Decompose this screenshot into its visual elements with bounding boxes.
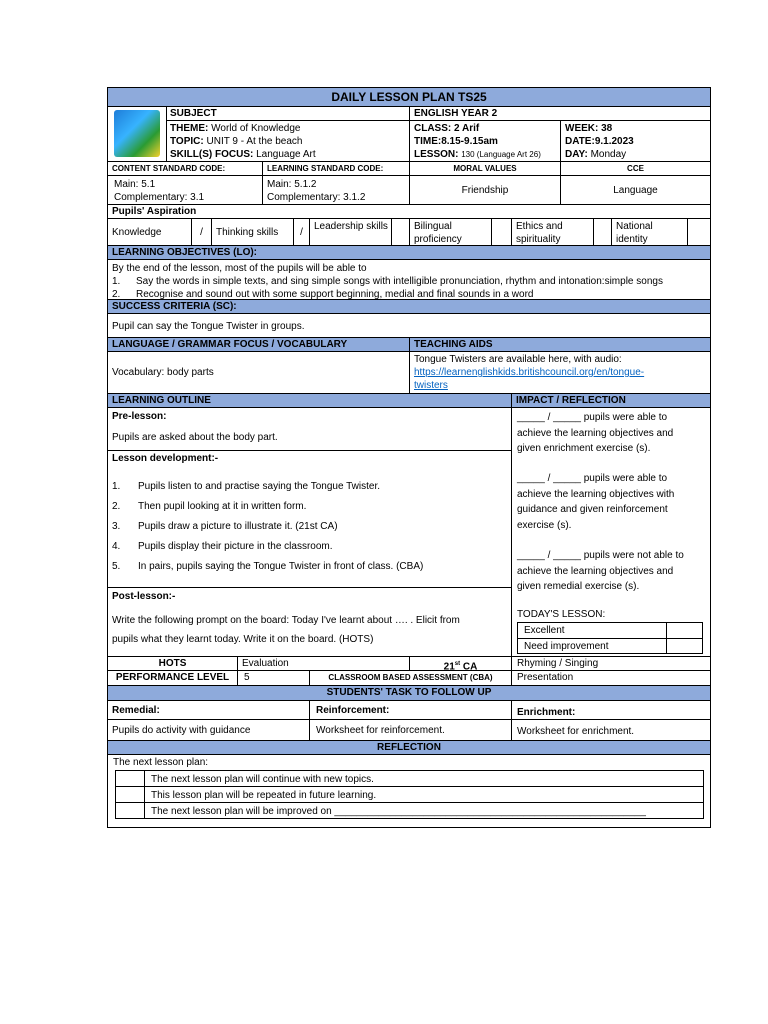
- today-label: TODAY'S LESSON:: [517, 609, 606, 620]
- impact-line: given remedial exercise (s).: [517, 581, 640, 592]
- impact-line: achieve the learning objectives and: [517, 565, 674, 577]
- time-label: TIME:: [414, 136, 442, 147]
- next-label: The next lesson plan:: [113, 757, 209, 768]
- dev-item-num: 2.: [112, 501, 121, 512]
- impact-block-2: [517, 471, 674, 533]
- sc-value: Pupil can say the Tongue Twister in groups.: [108, 314, 710, 338]
- lo-label: LEARNING OBJECTIVES (LO):: [108, 246, 710, 260]
- lesson-value: 130 (Language Art 26): [461, 150, 541, 159]
- lo-item: [112, 275, 710, 288]
- time-value: 8.15-9.15am: [441, 136, 498, 147]
- hots-value: Evaluation: [238, 656, 410, 671]
- aids-cell: [410, 352, 710, 394]
- enrichment-value: Worksheet for enrichment.: [512, 720, 710, 741]
- ca21-suffix: CA: [460, 661, 478, 673]
- date-label: DATE:: [565, 136, 595, 147]
- lesson-plan-table: [107, 87, 711, 828]
- outline-label: LEARNING OUTLINE: [108, 394, 512, 408]
- impact-block-3: [517, 548, 684, 595]
- next-option-continue: The next lesson plan will continue with new topics.: [145, 771, 703, 787]
- dev-item-text: Pupils draw a picture to illustrate it. (21st CA): [138, 521, 338, 532]
- cba-label: CLASSROOM BASED ASSESSMENT (CBA): [310, 671, 512, 686]
- lo-intro: By the end of the lesson, most of the pupils will be able to: [112, 263, 367, 274]
- dev-item: [112, 520, 338, 533]
- lo-item-num: 2.: [112, 289, 121, 300]
- aspiration-leadership-mark: [392, 219, 410, 246]
- impact-line: achieve the learning objectives and: [517, 427, 674, 439]
- aids-link-cont[interactable]: twisters: [414, 380, 448, 391]
- dev-item-text: Pupils display their picture in the classroom.: [138, 541, 333, 552]
- dev-item: [112, 540, 333, 553]
- impact-line: given enrichment exercise (s).: [517, 443, 651, 454]
- impact-label: IMPACT / REFLECTION: [512, 394, 710, 408]
- csc-main: Main: 5.1: [114, 179, 156, 190]
- today-checkbox-excellent[interactable]: [667, 623, 702, 639]
- day-value: Monday: [590, 149, 627, 160]
- lang-label: LANGUAGE / GRAMMAR FOCUS / VOCABULARY: [108, 338, 410, 352]
- lsc-label: LEARNING STANDARD CODE:: [263, 162, 410, 176]
- aspiration-national-mark: [688, 219, 710, 246]
- lsc-main: Main: 5.1.2: [267, 179, 317, 190]
- skills-value: Language Art: [256, 149, 316, 160]
- post-text-cont: pupils what they learnt today. Write it on the board. (HOTS): [112, 634, 374, 645]
- aspiration-bilingual: Bilingual proficiency: [410, 219, 492, 246]
- moral-value: Friendship: [410, 176, 561, 205]
- today-checkbox-improve[interactable]: [667, 639, 702, 653]
- next-checkbox-repeat[interactable]: [116, 787, 145, 803]
- ca21-num: 21: [443, 661, 455, 673]
- class-value: 2 Arif: [454, 123, 480, 134]
- impact-block-1: [517, 410, 673, 457]
- theme-topic-cell: [167, 121, 410, 162]
- date-value: 9.1.2023: [594, 136, 634, 147]
- aspiration-knowledge-mark: /: [192, 219, 212, 246]
- pre-label: Pre-lesson:: [112, 411, 167, 422]
- cba-value: Presentation: [512, 671, 710, 686]
- dev-label: Lesson development:-: [112, 453, 219, 464]
- dev-item-num: 4.: [112, 541, 121, 552]
- aspiration-bilingual-mark: [492, 219, 512, 246]
- enrichment-label: Enrichment:: [512, 701, 710, 720]
- aids-label: TEACHING AIDS: [410, 338, 710, 352]
- cce-value: Language: [561, 176, 710, 205]
- week-label: WEEK:: [565, 123, 599, 134]
- impact-line: exercise (s).: [517, 519, 572, 531]
- aspiration-national: National identity: [612, 219, 688, 246]
- remedial-label: Remedial:: [108, 701, 310, 720]
- vocab-value: Vocabulary: body parts: [108, 352, 410, 394]
- aspiration-thinking: Thinking skills: [212, 219, 294, 246]
- aids-text: Tongue Twisters are available here, with audio:: [414, 354, 622, 365]
- ca21-value: Rhyming / Singing: [512, 656, 710, 671]
- aspiration-label: Pupils' Aspiration: [108, 205, 710, 219]
- aids-link[interactable]: https://learnenglishkids.britishcouncil.org/en/tongue-: [414, 367, 645, 378]
- today-options: [517, 622, 703, 654]
- divider: [108, 450, 511, 451]
- week-date-cell: [561, 121, 710, 162]
- post-label: Post-lesson:-: [112, 591, 176, 602]
- next-option-repeat: This lesson plan will be repeated in future learning.: [145, 787, 703, 803]
- moral-label: MORAL VALUES: [410, 162, 561, 176]
- theme-label: THEME:: [170, 123, 209, 134]
- class-label: CLASS:: [414, 123, 452, 134]
- csc-cell: [108, 176, 263, 205]
- impact-line: achieve the learning objectives with: [517, 488, 675, 500]
- reinforcement-label: Reinforcement:: [310, 701, 512, 720]
- theme-value: World of Knowledge: [211, 123, 301, 134]
- impact-cell: [512, 408, 710, 656]
- lesson-label: LESSON:: [414, 149, 459, 160]
- dev-item: [112, 500, 306, 513]
- subject-label: SUBJECT: [167, 107, 410, 121]
- day-label: DAY:: [565, 149, 588, 160]
- topic-label: TOPIC:: [170, 136, 204, 147]
- lo-item-text: Recognise and sound out with some support beginning, medial and final sounds in a word: [136, 289, 534, 300]
- next-checkbox-improve[interactable]: [116, 803, 145, 818]
- skills-label: SKILL(S) FOCUS:: [170, 149, 254, 160]
- dev-item-text: Then pupil looking at it in written form.: [138, 501, 307, 512]
- dev-item-num: 5.: [112, 561, 121, 572]
- lsc-cell: [263, 176, 410, 205]
- csc-label: CONTENT STANDARD CODE:: [108, 162, 263, 176]
- next-options: [115, 770, 704, 819]
- aspiration-knowledge: Knowledge: [108, 219, 192, 246]
- perf-value: 5: [238, 671, 310, 686]
- remedial-value: Pupils do activity with guidance: [108, 720, 310, 741]
- task-label: STUDENTS' TASK TO FOLLOW UP: [108, 686, 710, 701]
- dev-item-text: Pupils listen to and practise saying the Tongue Twister.: [138, 481, 380, 492]
- lo-cell: [108, 260, 710, 300]
- today-option-improve: Need improvement: [518, 639, 667, 653]
- dev-item-text: In pairs, pupils saying the Tongue Twister in front of class. (CBA): [138, 561, 424, 572]
- super-minds-logo: [114, 110, 160, 157]
- sc-label: SUCCESS CRITERIA (SC):: [108, 300, 710, 314]
- lo-item-num: 1.: [112, 276, 121, 287]
- next-option-improve: The next lesson plan will be improved on ________________________________________________________: [151, 806, 646, 817]
- today-option-excellent: Excellent: [518, 623, 667, 639]
- subject-value: ENGLISH YEAR 2: [410, 107, 710, 121]
- lsc-comp: Complementary: 3.1.2: [267, 192, 366, 203]
- aspiration-ethics: Ethics and spirituality: [512, 219, 594, 246]
- dev-item: [112, 480, 380, 493]
- outline-cell: [108, 408, 512, 656]
- lo-item-text: Say the words in simple texts, and sing simple songs with intelligible pronunciation, rhythm and intonation:simple songs: [136, 276, 663, 287]
- class-time-cell: [410, 121, 561, 162]
- impact-line: _____ / _____ pupils were able to: [517, 473, 668, 484]
- divider: [108, 587, 511, 588]
- pre-text: Pupils are asked about the body part.: [112, 432, 278, 443]
- perf-label: PERFORMANCE LEVEL: [108, 671, 238, 686]
- aspiration-row: [108, 219, 710, 246]
- week-value: 38: [601, 123, 613, 134]
- aspiration-ethics-mark: [594, 219, 612, 246]
- next-checkbox-continue[interactable]: [116, 771, 145, 787]
- dev-item: [112, 560, 423, 573]
- reinforcement-value: Worksheet for reinforcement.: [310, 720, 512, 741]
- aspiration-leadership: Leadership skills: [310, 219, 392, 246]
- csc-comp: Complementary: 3.1: [114, 192, 205, 203]
- aspiration-thinking-mark: /: [294, 219, 310, 246]
- impact-line: _____ / _____ pupils were not able to: [517, 550, 684, 561]
- ca21-label: [410, 656, 512, 671]
- post-text: Write the following prompt on the board: Today I've learnt about …. . Elicit from: [112, 615, 460, 626]
- cce-label: CCE: [561, 162, 710, 176]
- topic-value: UNIT 9 - At the beach: [206, 136, 303, 147]
- impact-line: guidance and given reinforcement: [517, 504, 668, 515]
- hots-label: HOTS: [108, 656, 238, 671]
- dev-item-num: 3.: [112, 521, 121, 532]
- reflection-label: REFLECTION: [108, 741, 710, 755]
- ca21-sup: st: [454, 661, 461, 667]
- logo-cell: [108, 107, 167, 162]
- page-title: DAILY LESSON PLAN TS25: [108, 88, 710, 107]
- impact-line: _____ / _____ pupils were able to: [517, 412, 668, 423]
- dev-item-num: 1.: [112, 481, 121, 492]
